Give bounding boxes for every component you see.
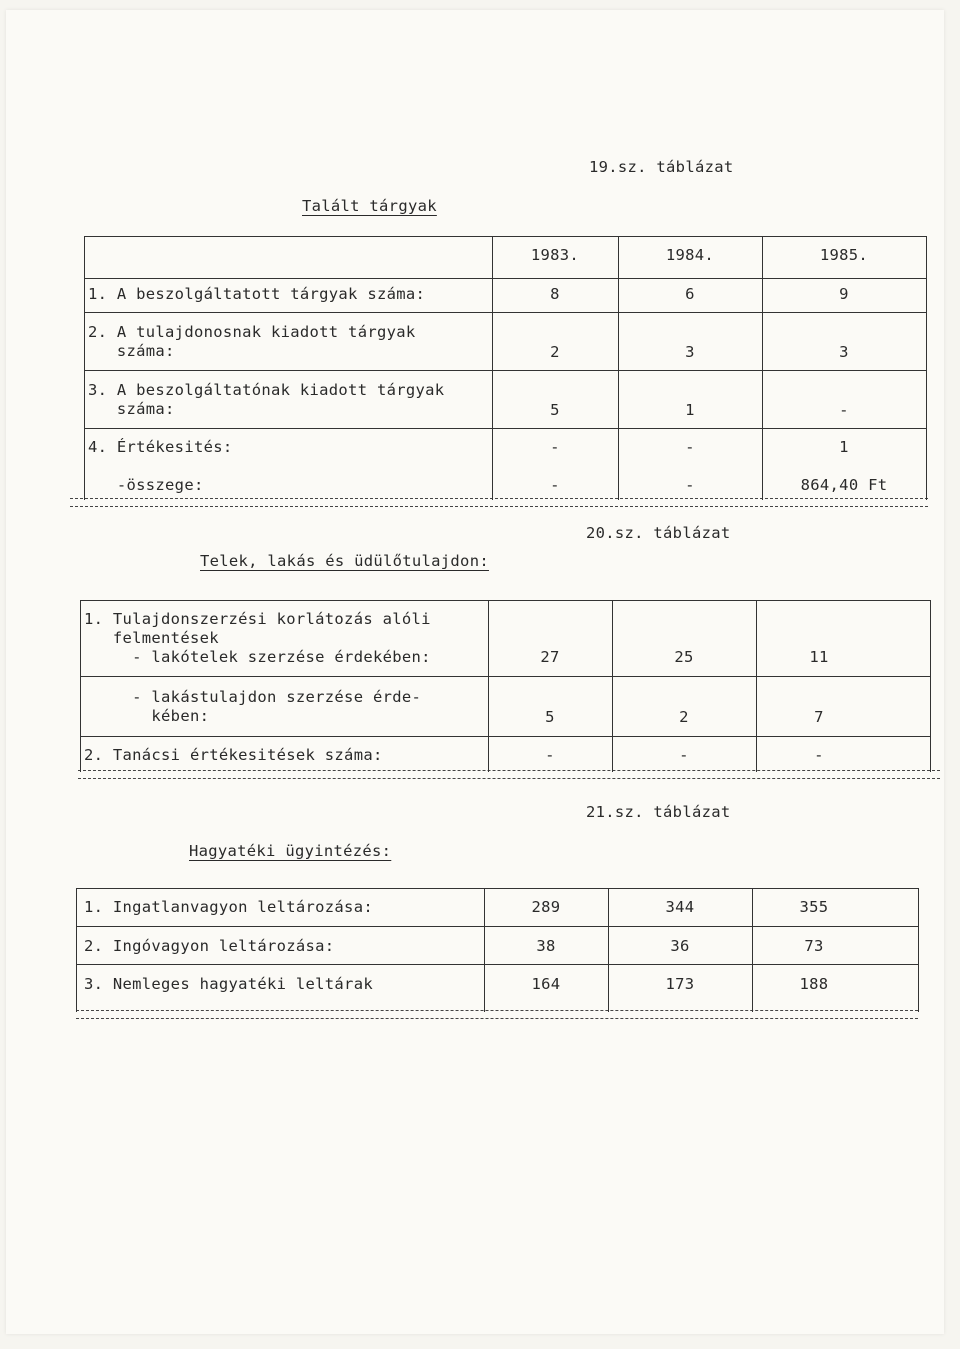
table-cell: 5 <box>550 401 560 419</box>
year-header-1985: 1985. <box>819 246 869 264</box>
table-row-label: 4. Értékesités: <box>88 438 233 456</box>
table-row-label: - lakástulajdon szerzése érde- kében: <box>132 688 422 725</box>
table-cell: - <box>685 438 695 456</box>
table-cell: 73 <box>804 937 824 955</box>
table-row-label: 2. Tanácsi értékesitések száma: <box>84 746 383 764</box>
table-19-title: Talált tárgyak <box>302 197 437 215</box>
table-cell: 25 <box>674 648 694 666</box>
table-cell: 2 <box>679 708 689 726</box>
table-cell: - <box>550 438 560 456</box>
table-cell: 864,40 Ft <box>800 476 888 494</box>
table-row-label: 1. A beszolgáltatott tárgyak száma: <box>88 285 426 303</box>
table-cell: - <box>839 401 849 419</box>
table-cell: 164 <box>531 975 561 993</box>
table-cell: 3 <box>685 343 695 361</box>
table-cell: 5 <box>545 708 555 726</box>
table-cell: 3 <box>839 343 849 361</box>
table-cell: 6 <box>685 285 695 303</box>
document-page <box>6 10 944 1334</box>
table-cell: 38 <box>536 937 556 955</box>
table-cell: 344 <box>665 898 695 916</box>
table-cell: 36 <box>670 937 690 955</box>
table-cell: - <box>545 746 555 764</box>
table-21-title: Hagyatéki ügyintézés: <box>189 842 392 860</box>
table-19-label: 19.sz. táblázat <box>589 158 734 176</box>
year-header-1983: 1983. <box>530 246 580 264</box>
table-21-label: 21.sz. táblázat <box>586 803 731 821</box>
table-cell: - <box>679 746 689 764</box>
table-cell: 1 <box>839 438 849 456</box>
year-header-1984: 1984. <box>665 246 715 264</box>
table-row-label: 2. A tulajdonosnak kiadott tárgyak száma: <box>88 323 416 360</box>
table-cell: - <box>814 746 824 764</box>
table-row-label: 1. Ingatlanvagyon leltározása: <box>84 898 373 916</box>
table-row-label: 3. Nemleges hagyatéki leltárak <box>84 975 373 993</box>
table-20-title: Telek, lakás és üdülőtulajdon: <box>200 552 489 570</box>
table-cell: 8 <box>550 285 560 303</box>
table-row-label: -összege: <box>88 476 204 494</box>
table-row-label: 2. Ingóvagyon leltározása: <box>84 937 335 955</box>
table-cell: 7 <box>814 708 824 726</box>
table-cell: 188 <box>799 975 829 993</box>
table-cell: 173 <box>665 975 695 993</box>
table-cell: 289 <box>531 898 561 916</box>
table-cell: 11 <box>809 648 829 666</box>
table-cell: 1 <box>685 401 695 419</box>
table-row-label: 1. Tulajdonszerzési korlátozás alóli felmentések - lakótelek szerzése érdekében: <box>84 610 431 666</box>
table-cell: 2 <box>550 343 560 361</box>
table-row-label: 3. A beszolgáltatónak kiadott tárgyak száma: <box>88 381 445 418</box>
table-cell: 27 <box>540 648 560 666</box>
table-cell: - <box>550 476 560 494</box>
table-cell: 355 <box>799 898 829 916</box>
table-cell: 9 <box>839 285 849 303</box>
table-cell: - <box>685 476 695 494</box>
table-20-label: 20.sz. táblázat <box>586 524 731 542</box>
